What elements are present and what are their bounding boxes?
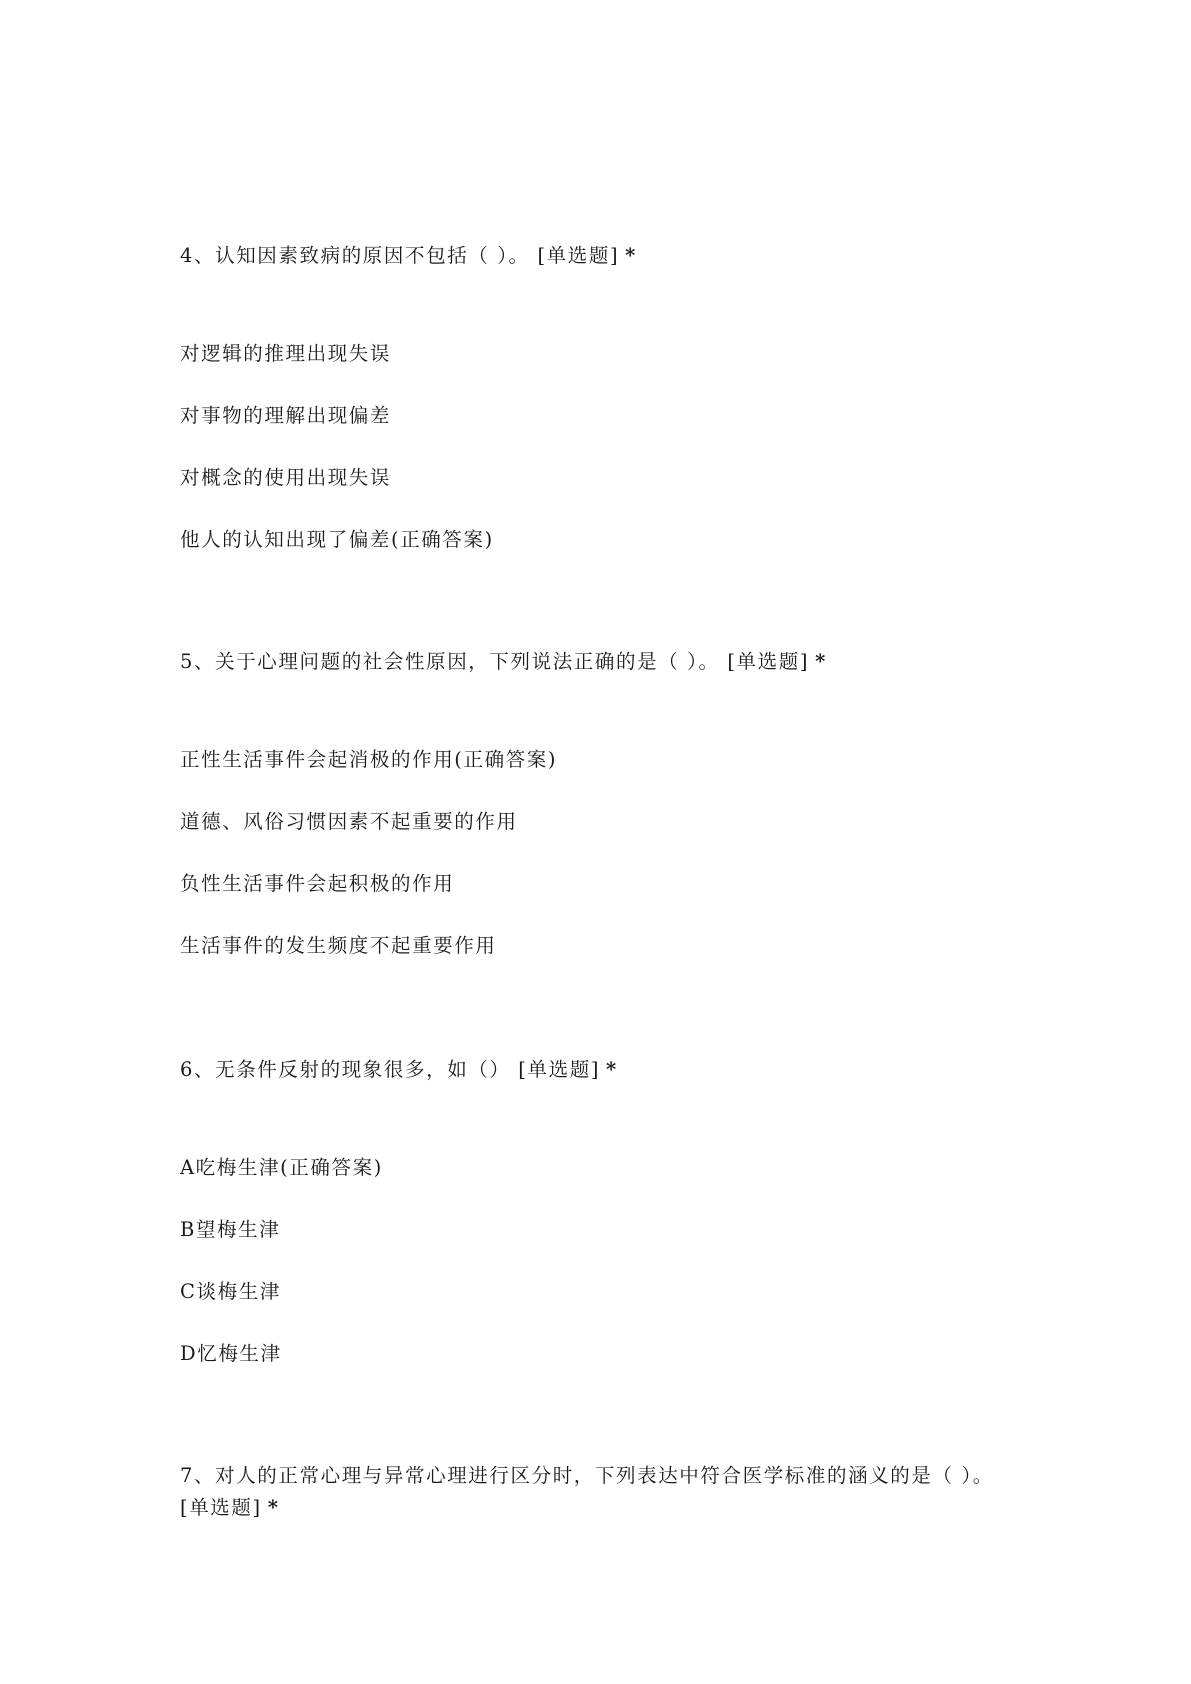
question-5 (180, 646, 1020, 996)
question-title: 5、关于心理问题的社会性原因，下列说法正确的是（ ）。 [单选题] * (180, 650, 827, 673)
option-item: 道德、风俗习惯因素不起重要的作用 (180, 810, 518, 833)
question-4 (180, 240, 1020, 590)
option-list (180, 1156, 1020, 1404)
option-list (180, 342, 1020, 590)
question-title: 7、对人的正常心理与异常心理进行区分时，下列表达中符合医学标准的涵义的是（ ）。 [单选题] * (180, 1464, 994, 1519)
option-list (180, 748, 1020, 996)
option-item: 对逻辑的推理出现失误 (180, 342, 392, 365)
required-marker: * (625, 244, 637, 267)
question-7 (180, 1460, 1020, 1524)
option-item: 生活事件的发生频度不起重要作用 (180, 934, 497, 957)
question-title: 6、无条件反射的现象很多，如（） [单选题] * (180, 1058, 618, 1081)
option-item: 对概念的使用出现失误 (180, 466, 392, 489)
required-marker: * (606, 1058, 618, 1081)
required-marker: * (815, 650, 827, 673)
question-6 (180, 1054, 1020, 1404)
option-item: A吃梅生津(正确答案) (180, 1156, 383, 1179)
option-item: 他人的认知出现了偏差(正确答案) (180, 528, 494, 551)
question-title: 4、认知因素致病的原因不包括（ ）。 [单选题] * (180, 244, 637, 267)
option-item: D忆梅生津 (180, 1342, 282, 1365)
option-item: 正性生活事件会起消极的作用(正确答案) (180, 748, 558, 771)
option-item: 对事物的理解出现偏差 (180, 404, 392, 427)
option-item: 负性生活事件会起积极的作用 (180, 872, 455, 895)
required-marker: * (267, 1496, 280, 1519)
option-item: C谈梅生津 (180, 1280, 281, 1303)
option-item: B望梅生津 (180, 1218, 281, 1241)
